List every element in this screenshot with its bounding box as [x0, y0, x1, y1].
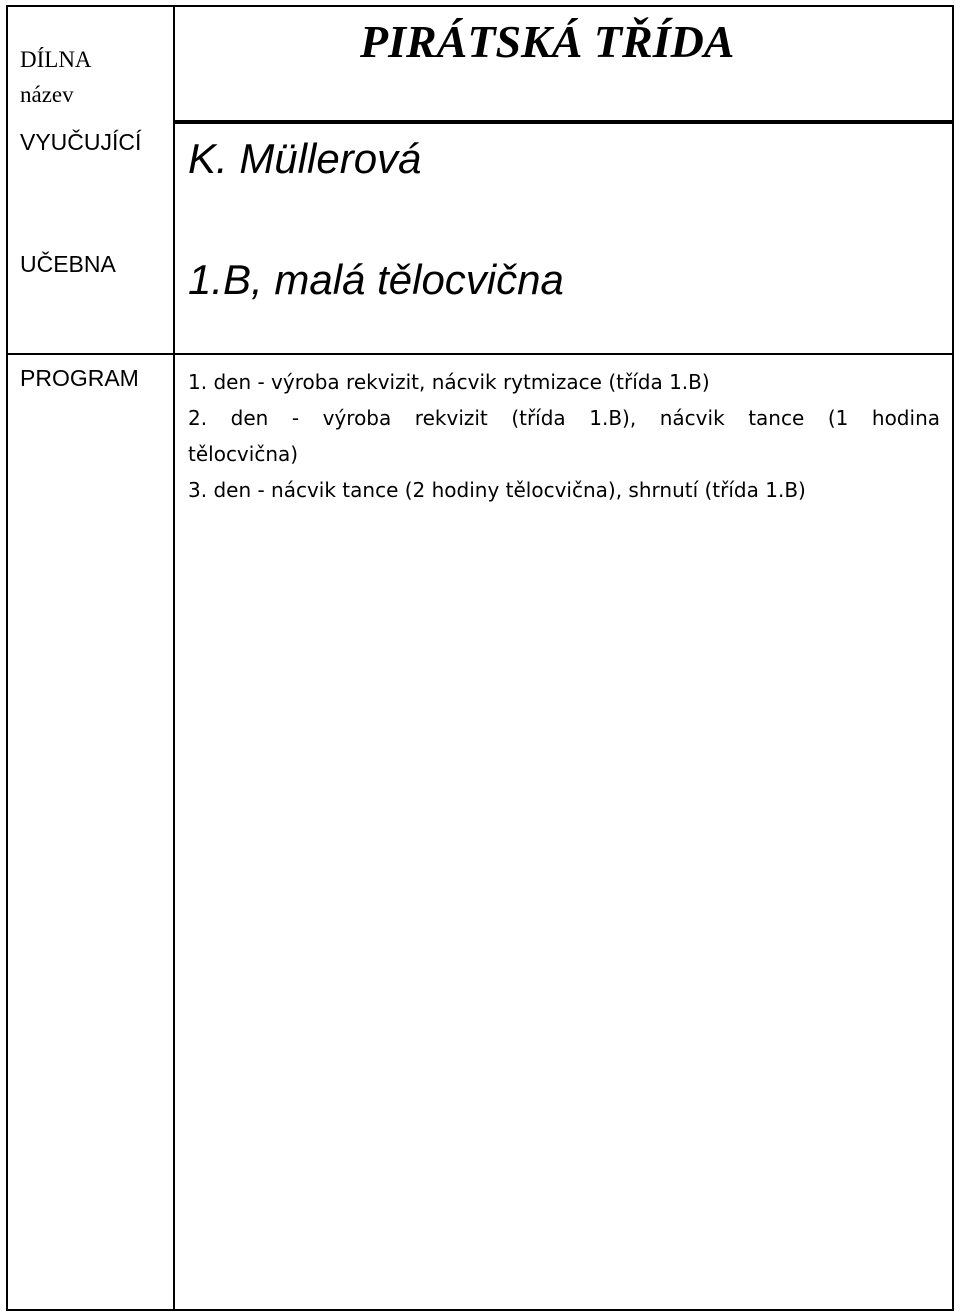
title-underline [175, 120, 954, 124]
form-sheet [6, 5, 954, 1311]
teacher-value: K. Müllerová [188, 135, 422, 182]
column-divider [173, 5, 175, 1311]
program-text [188, 364, 940, 508]
workshop-title: PIRÁTSKÁ TŘÍDA [360, 16, 735, 67]
label-name: název [20, 82, 74, 107]
program-line: tělocvična) [188, 442, 299, 466]
program-divider [6, 353, 954, 355]
program-line: 2. den - výroba rekvizit (třída 1.B), nácvik tance (1 hodina [188, 406, 940, 430]
label-teacher: VYUČUJÍCÍ [20, 129, 142, 155]
program-line: 1. den - výroba rekvizit, nácvik rytmizace (třída 1.B) [188, 370, 710, 394]
classroom-value: 1.B, malá tělocvična [188, 256, 564, 303]
label-program: PROGRAM [20, 365, 139, 391]
program-line: 3. den - nácvik tance (2 hodiny tělocvična), shrnutí (třída 1.B) [188, 478, 806, 502]
label-classroom: UČEBNA [20, 251, 116, 277]
label-workshop: DÍLNA [20, 47, 92, 72]
